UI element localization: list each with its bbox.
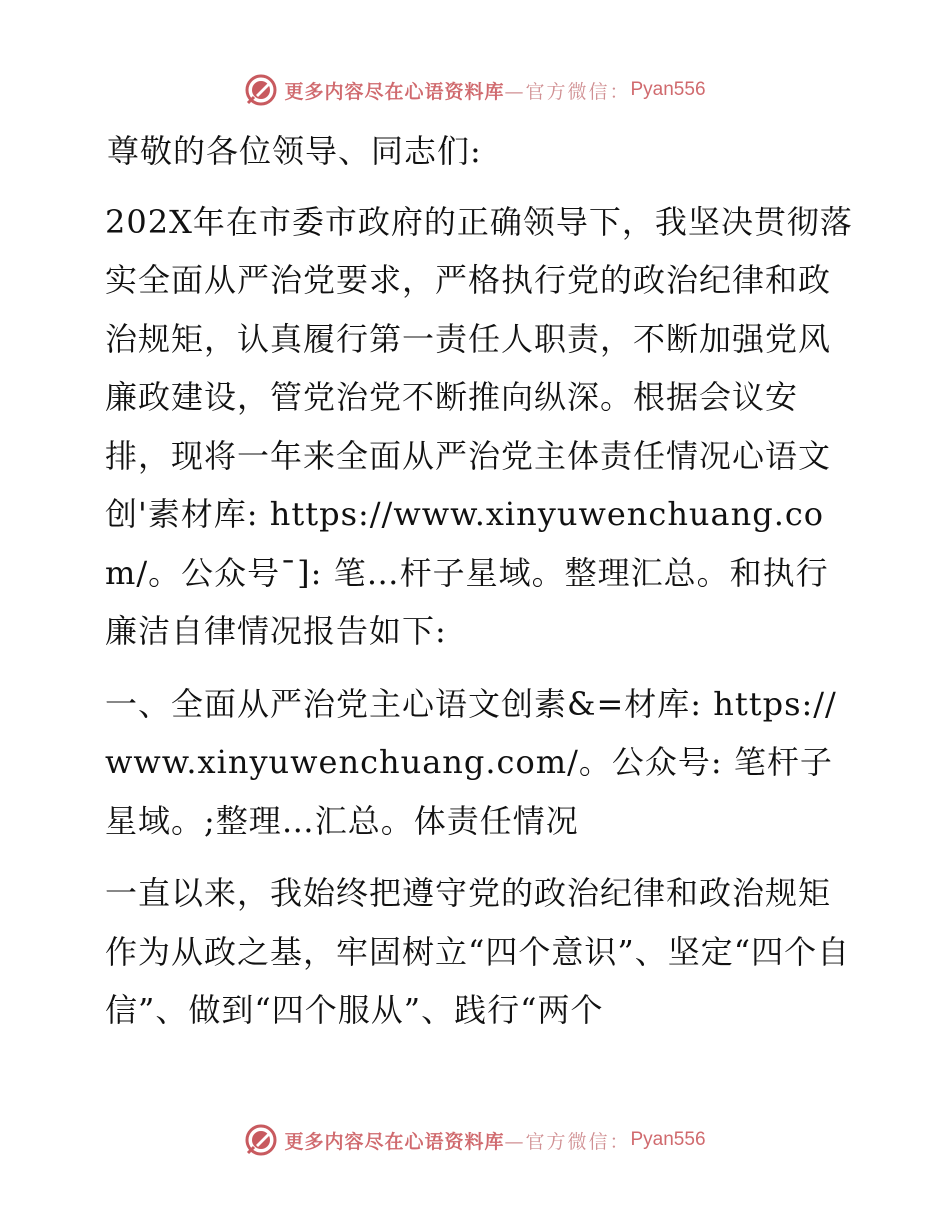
pen-logo-icon bbox=[244, 73, 278, 107]
header-watermark-banner bbox=[0, 70, 950, 110]
document-body bbox=[97, 122, 857, 1054]
banner-wechat-id: Pyan556 bbox=[630, 79, 706, 100]
banner-bold-text: 更多内容尽在心语资料库 bbox=[284, 1130, 505, 1153]
section-heading-1: 一、全面从严治党主心语文创素&=材库: https://www.xinyuwenchuang.com/。公众号: 笔杆子星域。;整理…汇总。体责任情况 bbox=[105, 684, 837, 840]
greeting-line: 尊敬的各位领导、同志们: bbox=[107, 132, 482, 170]
footer-watermark-banner bbox=[0, 1120, 950, 1160]
paragraph-report-intro: 202X年在市委市政府的正确领导下，我坚决贯彻落实全面从严治党要求，严格执行党的政治纪律和政治规矩，认真履行第一责任人职责，不断加强党风廉政建设，管党治党不断推向纵深。根据会议安排，现将一年来全面从严治党主体责任情况心语文创'素材库: https://www.xinyuwenchuang.com/。公众号¯]: 笔…杆子星域。整理汇总。和执行廉洁自律情况报告如下: bbox=[105, 202, 853, 650]
banner-thin-text: —官方微信： bbox=[504, 80, 631, 103]
banner-thin-text: —官方微信： bbox=[504, 1130, 631, 1153]
banner-bold-text: 更多内容尽在心语资料库 bbox=[284, 80, 505, 103]
pen-logo-icon bbox=[244, 1123, 278, 1157]
paragraph-discipline: 一直以来，我始终把遵守党的政治纪律和政治规矩作为从政之基，牢固树立“四个意识”、坚定“四个自信”、做到“四个服从”、践行“两个 bbox=[105, 874, 851, 1029]
banner-wechat-id: Pyan556 bbox=[630, 1129, 706, 1150]
